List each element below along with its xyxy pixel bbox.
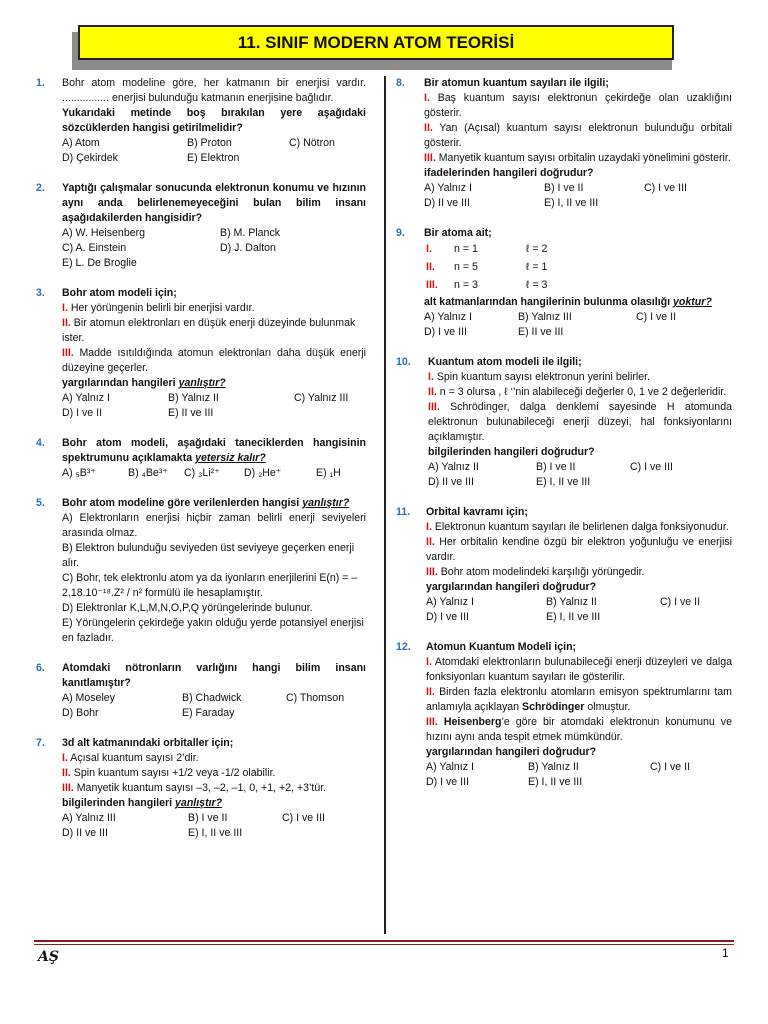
question-number: 9. (396, 227, 405, 239)
statement-2: II. Her orbitalin kendine özgü bir elektron yoğunluğu ve enerjisi vardır. (426, 536, 732, 563)
question-number: 10. (396, 356, 411, 368)
footer-rule-thin (34, 944, 734, 945)
question-ask: ifadelerinden hangileri doğrudur? (424, 167, 594, 179)
question-number: 2. (36, 182, 45, 194)
roman-numeral: III. (62, 347, 74, 359)
option-e[interactable]: E) I, II ve III (528, 776, 583, 788)
question-number: 8. (396, 77, 405, 89)
statement-2: II. Birden fazla elektronlu atomların emisyon spektrumlarını tam anlamıyla açıklayan Schrödinger olmuştur. (426, 686, 732, 713)
option-a[interactable]: A) ₅B³⁺ (62, 467, 96, 479)
option-d[interactable]: D) I ve II (62, 407, 103, 419)
roman-numeral: II. (426, 686, 435, 698)
option-a[interactable]: A) Yalnız I (426, 596, 474, 608)
statement-1: I. n = 1 ℓ = 2 (426, 243, 548, 255)
option-b[interactable]: B) I ve II (536, 461, 576, 473)
option-b[interactable]: B) Yalnız II (168, 392, 219, 404)
option-c[interactable]: C) Yalnız III (294, 392, 349, 404)
roman-numeral: I. (426, 521, 432, 533)
page-number: 1 (722, 946, 729, 960)
statement-2: II. Bir atomun elektronları en düşük enerji düzeyinde bulunmak ister. (62, 317, 356, 344)
author-signature: AŞ (38, 949, 59, 965)
option-b[interactable]: B) Proton (187, 137, 232, 149)
option-e[interactable]: E) Faraday (182, 707, 235, 719)
question-text: Bohr atom modeli, aşağıdaki taneciklerden hangisinin spektrumunu açıklamakta yetersiz kalır? (62, 437, 366, 464)
option-d[interactable]: D) ₂He⁺ (244, 467, 282, 479)
option-b[interactable]: B) I ve II (188, 812, 228, 824)
option-d[interactable]: D) Bohr (62, 707, 99, 719)
option-a[interactable]: A) Yalnız I (424, 182, 472, 194)
option-b[interactable]: B) Elektron bulunduğu seviyeden üst seviyeye geçerken enerji alır. (62, 542, 355, 569)
roman-numeral: III. (426, 566, 438, 578)
statement-1: I. Atomdaki elektronların bulunabileceği enerji düzeyleri ve dalga fonksiyonları kuantum sayıları ile gösterilir. (426, 656, 732, 683)
question-number: 12. (396, 641, 411, 653)
statement-1: I. Baş kuantum sayısı elektronun çekirdeğe olan uzaklığını gösterir. (424, 92, 732, 119)
question-text: Bir atoma ait; (424, 227, 492, 239)
option-c[interactable]: C) I ve III (282, 812, 325, 824)
option-e[interactable]: E) I, II ve III (188, 827, 243, 839)
right-column (396, 76, 732, 805)
option-d[interactable]: D) I ve III (424, 326, 467, 338)
question-ask: yargılarından hangileri doğrudur? (426, 581, 597, 593)
roman-numeral: I. (62, 752, 68, 764)
page-title: 11. SINIF MODERN ATOM TEORİSİ (78, 25, 674, 60)
statement-2: II. Yan (Açısal) kuantum sayısı elektronun bulunduğu orbitali gösterir. (424, 122, 732, 149)
question-number: 6. (36, 662, 45, 674)
question-ask: bilgilerinden hangileri doğrudur? (428, 446, 595, 458)
option-a[interactable]: A) Moseley (62, 692, 115, 704)
question-ask: yargılarından hangileri yanlıştır? (62, 377, 226, 389)
option-e[interactable]: E) I, II ve III (536, 476, 591, 488)
option-a[interactable]: A) Elektronların enerjisi hiçbir zaman belirli enerji seviyeleri arasında olmaz. (62, 512, 366, 539)
option-c[interactable]: C) ₃Li²⁺ (184, 467, 220, 479)
option-a[interactable]: A) Yalnız I (426, 761, 474, 773)
option-e[interactable]: E) I, II ve III (544, 197, 599, 209)
statement-1: I. Her yörüngenin belirli bir enerjisi vardır. (62, 302, 255, 314)
statement-3: III. Bohr atom modelindeki karşılığı yörüngedir. (426, 566, 645, 578)
option-c[interactable]: C) I ve III (630, 461, 673, 473)
question-4 (34, 436, 366, 481)
option-c[interactable]: C) Nötron (289, 137, 335, 149)
question-6 (34, 661, 366, 721)
roman-numeral: I. (424, 92, 430, 104)
question-number: 1. (36, 77, 45, 89)
statement-2: II. n = 5 ℓ = 1 (426, 261, 548, 273)
option-b[interactable]: B) Yalnız III (518, 311, 572, 323)
statement-3: III. Manyetik kuantum sayısı orbitalin uzaydaki yönelimini gösterir. (424, 152, 731, 164)
roman-numeral: II. (428, 386, 437, 398)
option-a[interactable]: A) Yalnız I (424, 311, 472, 323)
roman-numeral: II. (62, 767, 71, 779)
question-ask: alt katmanlarından hangilerinin bulunma olasılığı yoktur? (424, 296, 712, 308)
statement-3: III. Manyetik kuantum sayısı –3, –2, –1, 0, +1, +2, +3’tür. (62, 782, 327, 794)
option-c[interactable]: C) I ve II (650, 761, 691, 773)
question-number: 5. (36, 497, 45, 509)
option-c[interactable]: C) I ve II (660, 596, 701, 608)
option-e[interactable]: E) II ve III (168, 407, 214, 419)
option-c[interactable]: C) A. Einstein (62, 242, 127, 254)
question-number: 11. (396, 506, 411, 518)
question-7 (34, 736, 366, 841)
left-column (34, 76, 366, 856)
option-c[interactable]: C) I ve III (644, 182, 687, 194)
option-b[interactable]: B) Chadwick (182, 692, 242, 704)
roman-numeral: III. (426, 716, 438, 728)
question-text: Yukarıdaki metinde boş bırakılan yere aşağıdaki sözcüklerden hangisi getirilmelidir? (62, 107, 366, 134)
statement-2: II. Spin kuantum sayısı +1/2 veya -1/2 olabilir. (62, 767, 276, 779)
question-text: Atomdaki nötronların varlığını hangi bilim insanı kanıtlamıştır? (62, 662, 366, 689)
question-10 (396, 355, 732, 490)
question-12 (396, 640, 732, 790)
question-number: 3. (36, 287, 45, 299)
statement-1: I. Spin kuantum sayısı elektronun yerini belirler. (428, 371, 651, 383)
question-text: Atomun Kuantum Modeli için; (426, 641, 577, 653)
question-text: Orbital kavramı için; (426, 506, 528, 518)
roman-numeral: III. (428, 401, 440, 413)
question-8 (396, 76, 732, 211)
roman-numeral: III. (424, 152, 436, 164)
option-c[interactable]: C) Bohr, tek elektronlu atom ya da iyonların enerjilerini E(n) = –2,18.10⁻¹⁸.Z² / n² formülü ile hesaplamıştır. (62, 572, 358, 599)
roman-numeral: II. (62, 317, 71, 329)
question-ask: bilgilerinden hangileri yanlıştır? (62, 797, 223, 809)
option-a[interactable]: A) W. Heisenberg (62, 227, 146, 239)
statement-2: II. n = 3 olursa , ℓ ‘’nin alabileceği değerler 0, 1 ve 2 değerleridir. (428, 386, 727, 398)
option-a[interactable]: A) Yalnız III (62, 812, 116, 824)
option-b[interactable]: B) I ve II (544, 182, 584, 194)
question-text: 3d alt katmanındaki orbitaller için; (62, 737, 234, 749)
question-number: 4. (36, 437, 45, 449)
roman-numeral: I. (62, 302, 68, 314)
column-divider (384, 76, 386, 934)
option-b[interactable]: B) Yalnız II (528, 761, 579, 773)
question-text: Bohr atom modeli için; (62, 287, 177, 299)
option-e[interactable]: E) ₁H (316, 467, 341, 479)
option-d[interactable]: D) I ve III (426, 611, 469, 623)
statement-3: III. n = 3 ℓ = 3 (426, 279, 548, 291)
roman-numeral: I. (426, 243, 432, 255)
option-e[interactable]: E) I, II ve III (546, 611, 601, 623)
question-number: 7. (36, 737, 45, 749)
option-a[interactable]: A) Yalnız II (428, 461, 479, 473)
roman-numeral: I. (428, 371, 434, 383)
option-d[interactable]: D) I ve III (426, 776, 469, 788)
statement-3: III. Madde ısıtıldığında atomun elektronları daha düşük enerji düzeyine geçerler. (62, 347, 366, 374)
question-9 (396, 226, 732, 340)
roman-numeral: II. (426, 536, 435, 548)
option-c[interactable]: C) Thomson (286, 692, 345, 704)
question-stem: Bohr atom modeline göre, her katmanın bir enerjisi vardır. ................ enerjisi bulunduğu katmanın enerjisine bağlıdır. (62, 77, 366, 104)
option-c[interactable]: C) I ve II (636, 311, 677, 323)
footer-rule (34, 940, 734, 942)
question-text: Bir atomun kuantum sayıları ile ilgili; (424, 77, 609, 89)
option-e[interactable]: E) Yörüngelerin çekirdeğe yakın olduğu yerde potansiyel enerjisi en fazladır. (62, 617, 364, 644)
question-ask: yargılarından hangileri doğrudur? (426, 746, 597, 758)
option-d[interactable]: D) II ve III (62, 827, 108, 839)
option-d[interactable]: D) J. Dalton (220, 242, 276, 254)
option-e[interactable]: E) II ve III (518, 326, 564, 338)
option-d[interactable]: D) II ve III (428, 476, 474, 488)
question-text: Bohr atom modeline göre verilenlerden hangisi yanlıştır? (62, 497, 350, 509)
statement-1: I. Açısal kuantum sayısı 2’dir. (62, 752, 199, 764)
question-text: Kuantum atom modeli ile ilgili; (428, 356, 582, 368)
statement-3: III. Heisenberg’e göre bir atomdaki elektronun konumunu ve hızını aynı anda tespit etmek mümkündür. (426, 716, 732, 743)
option-a[interactable]: A) Atom (62, 137, 100, 149)
option-e[interactable]: E) L. De Broglie (62, 257, 137, 269)
question-2 (34, 181, 366, 271)
option-a[interactable]: A) Yalnız I (62, 392, 110, 404)
option-d[interactable]: D) Çekirdek (62, 152, 118, 164)
question-3 (34, 286, 366, 421)
option-b[interactable]: B) ₄Be³⁺ (128, 467, 168, 479)
question-5 (34, 496, 366, 646)
question-1 (34, 76, 366, 166)
option-d[interactable]: D) Elektronlar K,L,M,N,O,P,Q yörüngelerinde bulunur. (62, 602, 313, 614)
option-b[interactable]: B) M. Planck (220, 227, 281, 239)
roman-numeral: II. (424, 122, 433, 134)
roman-numeral: II. (426, 261, 435, 273)
statement-3: III. Schrödinger, dalga denklemi sayesinde H atomunda elektronun bulunabileceği enerji düzeyi, hal fonksiyonlarını açıklamıştır. (428, 401, 732, 443)
roman-numeral: III. (62, 782, 74, 794)
statement-1: I. Elektronun kuantum sayıları ile belirlenen dalga fonksiyonudur. (426, 521, 729, 533)
question-text: Yaptığı çalışmalar sonucunda elektronun konumu ve hızının aynı anda belirlenemeyeceğini bulan bilim insanı aşağıdakilerden hangisidir? (62, 182, 366, 224)
roman-numeral: I. (426, 656, 432, 668)
option-b[interactable]: B) Yalnız II (546, 596, 597, 608)
option-d[interactable]: D) II ve III (424, 197, 470, 209)
roman-numeral: III. (426, 279, 438, 291)
question-11 (396, 505, 732, 625)
option-e[interactable]: E) Elektron (187, 152, 240, 164)
